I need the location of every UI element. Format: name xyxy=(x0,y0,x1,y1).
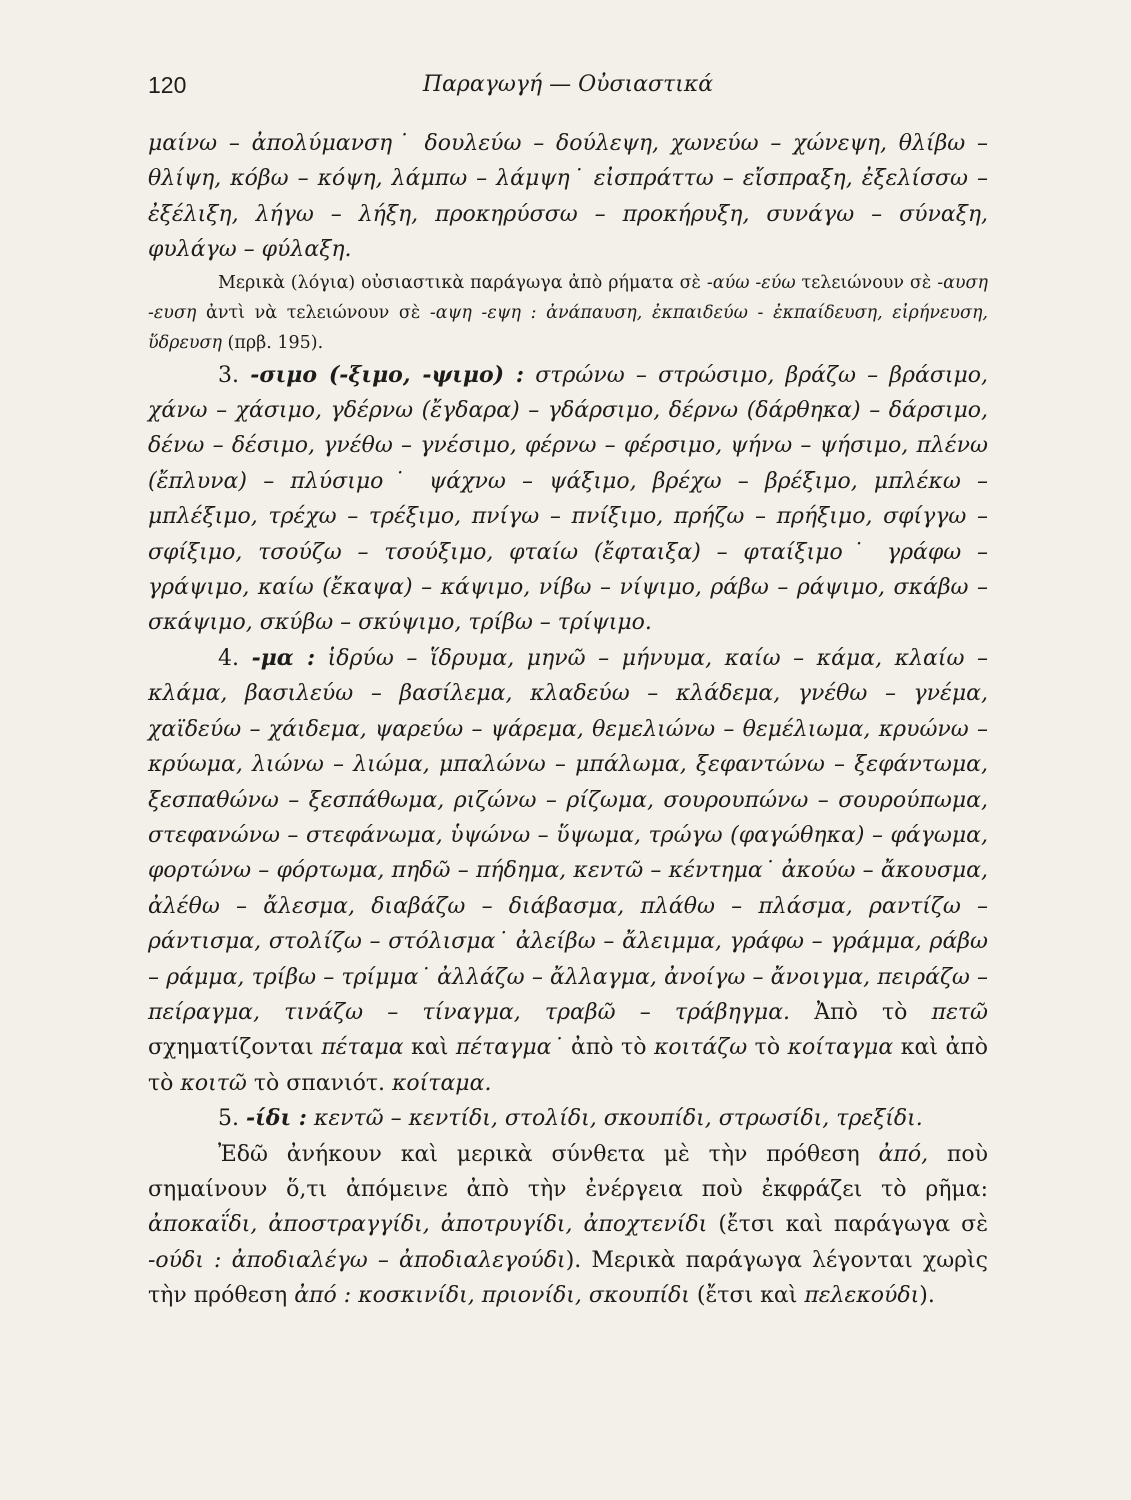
page-header xyxy=(148,72,988,106)
paragraph-text: μαίνω – ἀπολύμανση˙ δουλεύω – δούλεψη, χωνεύω – χώνεψη, θλίβω – θλίψη, κόβω – κόψη, λάμπω – λάμψη˙ εἰσπράττω – εἴσπραξη, ἐξελίσσω – ἐξέλιξη, λήγω – λήξη, προκηρύσσω – προκήρυξη, συνάγω – σύναξη, φυλάγω – φύλαξη. xyxy=(148,131,988,263)
section-examples: κεντῶ – κεντίδι, στολίδι, σκουπίδι, στρωσίδι, τρεξίδι. xyxy=(313,1106,923,1132)
example-span: -ούδι : ἀποδιαλέγω – ἀποδιαλεγούδι xyxy=(148,1247,566,1273)
text-span: (πρβ. 195). xyxy=(221,332,324,353)
example-span: πελεκούδι xyxy=(804,1283,920,1309)
example-span: πετῶ xyxy=(931,999,988,1025)
running-title: Παραγωγή — Οὐσιαστικά xyxy=(422,72,714,97)
section-3 xyxy=(148,358,988,641)
section-heading: -ίδι : xyxy=(246,1105,307,1132)
text-span: ). Μερικὰ παράγωγα λέγονται χωρὶς τὴν πρόθεση xyxy=(148,1247,989,1309)
page-number: 120 xyxy=(148,72,187,98)
paragraph-compounds xyxy=(148,1137,988,1314)
suffix-span: -αυση -ευση xyxy=(148,272,988,323)
example-span: πέταμα xyxy=(321,1035,404,1061)
text-span: τὸ xyxy=(747,1035,788,1061)
section-number: 5. xyxy=(218,1106,239,1132)
text-span: (ἔτσι καὶ xyxy=(689,1283,805,1309)
section-4 xyxy=(148,641,988,1101)
text-span: Ἀπὸ τὸ xyxy=(790,999,932,1025)
text-span: καὶ xyxy=(403,1035,456,1061)
section-examples: ἱδρύω – ἵδρυμα, μηνῶ – μήνυμα, καίω – κάμα, κλαίω – κλάμα, βασιλεύω – βασίλεμα, κλαδεύω – κλάδεμα, γνέθω – γνέμα, χαϊδεύω – χάιδεμα, ψαρεύω – ψάρεμα, θεμελιώνω – θεμέλιωμα, κρυώνω – κρύωμα, λιώνω – λιώμα, μπαλώνω – μπάλωμα, ξεφαντώνω – ξεφάντωμα, ξεσπαθώνω – ξεσπάθωμα, ριζώνω – ρίζωμα, σουρουπώνω – σουρούπωμα, στεφανώνω – στεφάνωμα, ὑψώνω – ὕψωμα, τρώγω (φαγώθηκα) – φάγωμα, φορτώνω – φόρτωμα, πηδῶ – πήδημα, κεντῶ – κέντημα˙ ἀκούω – ἄκουσμα, ἀλέθω – ἄλεσμα, διαβάζω – διάβασμα, πλάθω – πλάσμα, ραντίζω – ράντισμα, στολίζω – στόλισμα˙ ἀλείβω – ἄλειμμα, γράφω – γράμμα, ράβω – ράμμα, τρίβω – τρίμμα˙ ἀλλάζω – ἄλλαγμα, ἀνοίγω – ἄνοιγμα, πειράζω – πείραγμα, τινάζω – τίναγμα, τραβῶ – τράβηγμα. xyxy=(148,645,988,1025)
section-number: 3. xyxy=(218,362,239,388)
text-span: ποὺ σημαίνουν ὅ,τι ἀπόμεινε ἀπὸ τὴν ἐνέργεια ποὺ ἐκφράζει τὸ ρῆμα: xyxy=(148,1141,988,1202)
text-span: ἀπὸ τὸ xyxy=(563,1035,654,1061)
section-5 xyxy=(148,1101,988,1136)
example-span: -αψη -εψη : ἀνάπαυση, ἐκπαιδεύω - ἐκπαίδευση, εἰρήνευση, ὕδρευση xyxy=(148,302,988,353)
text-span: Μερικὰ (λόγια) οὐσιαστικὰ παράγωγα ἀπὸ ρήματα σὲ xyxy=(218,272,707,293)
body-text xyxy=(148,126,988,1314)
example-span: ἀποκαΐδι, ἀποστραγγίδι, ἀποτρυγίδι, ἀποχτενίδι xyxy=(148,1212,708,1238)
text-span: ἀντὶ νὰ τελειώνουν σὲ xyxy=(196,302,430,323)
example-span: πέταγμα˙ xyxy=(455,1035,564,1061)
text-span: σχηματίζονται xyxy=(148,1035,322,1061)
text-span: τὸ σπανιότ. xyxy=(246,1070,392,1096)
suffix-span: -αύω -εύω xyxy=(706,272,796,293)
example-span: κοιτῶ xyxy=(180,1070,247,1096)
paragraph-note xyxy=(148,268,988,358)
example-span: κοίταγμα xyxy=(787,1035,894,1061)
example-span: κοίταμα. xyxy=(391,1070,492,1096)
text-span: Ἐδῶ ἀνήκουν καὶ μερικὰ σύνθετα μὲ τὴν πρόθεση xyxy=(218,1141,879,1167)
text-span: ). xyxy=(919,1283,935,1309)
section-examples: στρώνω – στρώσιμο, βράζω – βράσιμο, χάνω – χάσιμο, γδέρνω (ἔγδαρα) – γδάρσιμο, δέρνω (δάρθηκα) – δάρσιμο, δένω – δέσιμο, γνέθω – γνέσιμο, φέρνω – φέρσιμο, ψήνω – ψήσιμο, πλένω (ἔπλυνα) – πλύσιμο˙ ψάχνω – ψάξιμο, βρέχω – βρέξιμο, μπλέκω – μπλέξιμο, τρέχω – τρέξιμο, πνίγω – πνίξιμο, πρήζω – πρήξιμο, σφίγγω – σφίξιμο, τσούζω – τσούξιμο, φταίω (ἔφταιξα) – φταίξιμο˙ γράφω – γράψιμο, καίω (ἔκαψα) – κάψιμο, νίβω – νίψιμο, ράβω – ράψιμο, σκάβω – σκάψιμο, σκύβω – σκύψιμο, τρίβω – τρίψιμο. xyxy=(148,362,988,636)
text-span: (ἔτσι καὶ παράγωγα σὲ xyxy=(707,1212,988,1238)
text-span: τελειώνουν σὲ xyxy=(795,272,938,293)
section-heading: -μα : xyxy=(251,644,316,671)
example-span: ἀπό : κοσκινίδι, πριονίδι, σκουπίδι xyxy=(294,1283,690,1309)
example-span: κοιτάζω xyxy=(653,1035,748,1061)
section-number: 4. xyxy=(218,645,239,671)
section-heading: -σιμο (-ξιμο, -ψιμο) : xyxy=(250,361,525,388)
text-span: καὶ ἀπὸ τὸ xyxy=(148,1035,989,1096)
paragraph-continuation xyxy=(148,126,988,268)
example-span: ἀπό, xyxy=(878,1141,929,1167)
